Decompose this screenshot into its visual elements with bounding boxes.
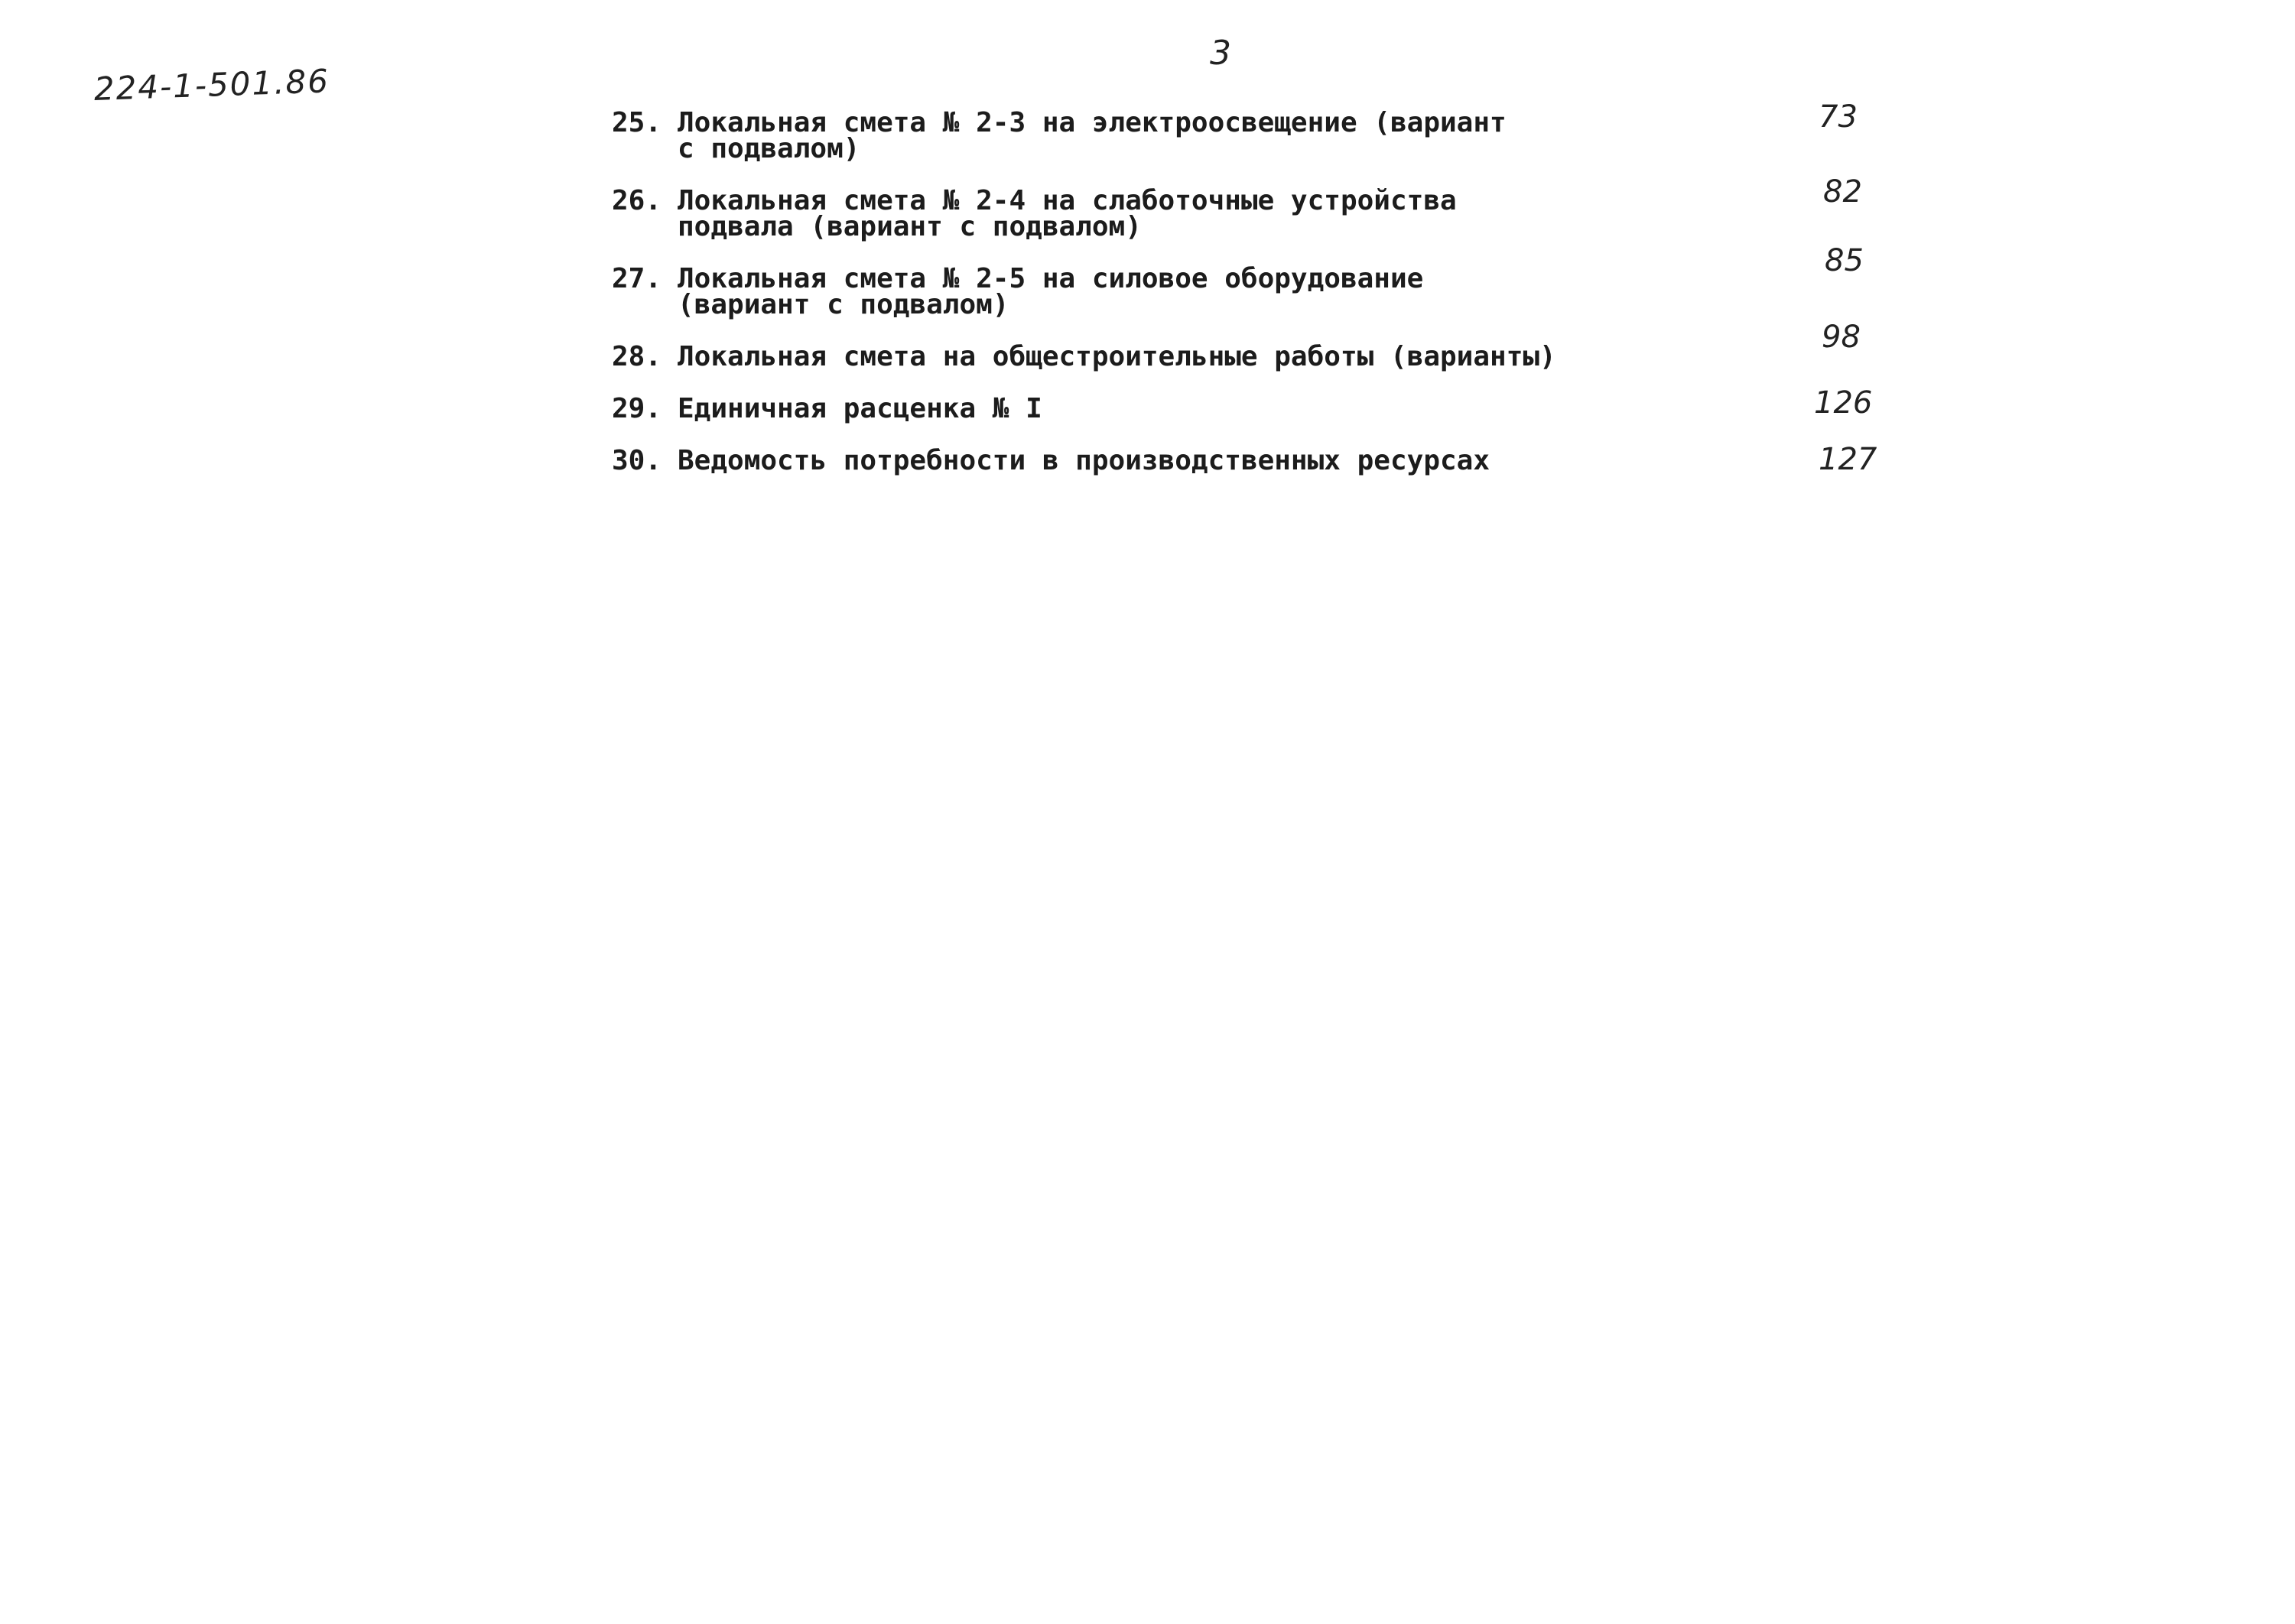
entry-title: Ведомость потребности в производственных ресурсах bbox=[678, 445, 1490, 476]
entry-number: 30. bbox=[612, 445, 662, 476]
entry-page-number: 73 bbox=[1819, 99, 1858, 135]
entry-title: Локальная смета № 2-5 на силовое оборудование (вариант с подвалом) bbox=[678, 263, 1424, 320]
entry-page-number: 126 bbox=[1814, 385, 1873, 421]
entry-page-number: 98 bbox=[1822, 320, 1861, 355]
entry-number: 27. bbox=[612, 263, 662, 294]
entry-number: 25. bbox=[612, 107, 662, 138]
page-number: 3 bbox=[1210, 34, 1231, 73]
entry-page-number: 127 bbox=[1819, 442, 1877, 477]
entry-page-number: 85 bbox=[1825, 243, 1864, 278]
entry-number: 28. bbox=[612, 341, 662, 372]
entry-title: Локальная смета № 2-4 на слаботочные устройства подвала (вариант с подвалом) bbox=[678, 185, 1457, 242]
entry-title: Локальная смета на общестроительные работы (варианты) bbox=[678, 341, 1556, 372]
entry-number: 26. bbox=[612, 185, 662, 216]
entry-title: Локальная смета № 2-3 на электроосвещение (вариант с подвалом) bbox=[678, 107, 1507, 164]
entry-title: Единичная расценка № I bbox=[678, 393, 1042, 424]
document-code: 224-1-501.86 bbox=[93, 62, 330, 108]
entry-number: 29. bbox=[612, 393, 662, 424]
entry-page-number: 82 bbox=[1823, 174, 1862, 209]
